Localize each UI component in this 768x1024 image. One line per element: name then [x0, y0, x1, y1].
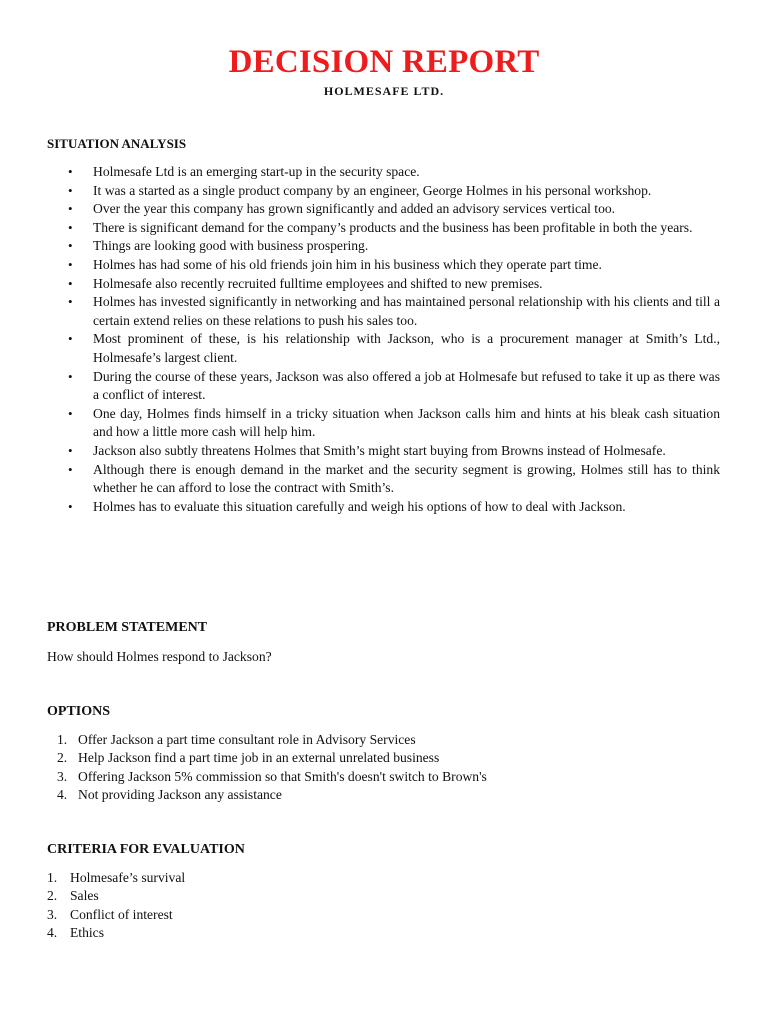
list-item: [68, 237, 720, 256]
criteria-item: [47, 924, 185, 942]
bullet-icon: •: [68, 368, 73, 384]
list-item: [68, 405, 720, 442]
list-item: [68, 498, 720, 517]
report-title: DECISION REPORT: [228, 44, 540, 80]
criteria-item: [47, 869, 185, 887]
problem-statement-heading: PROBLEM STATEMENT: [47, 620, 208, 635]
list-item-text: Things are looking good with business prospering.: [93, 238, 369, 254]
list-item-text: Holmes has to evaluate this situation carefully and weigh his options of how to deal with Jackson.: [93, 498, 626, 514]
list-item-text: One day, Holmes finds himself in a tricky situation when Jackson calls him and hints at his bleak cash situation and how a little more cash will help him.: [93, 405, 720, 440]
option-item: [47, 749, 487, 767]
list-item-text: Holmesafe Ltd is an emerging start-up in the security space.: [93, 164, 420, 179]
criteria-number: 2.: [47, 888, 58, 904]
option-item: [47, 786, 487, 804]
criteria-heading: CRITERIA FOR EVALUATION: [47, 842, 245, 857]
option-item: [47, 731, 487, 749]
list-item: [68, 182, 720, 201]
options-list: [47, 731, 487, 804]
bullet-icon: •: [68, 164, 73, 179]
criteria-item: [47, 906, 185, 924]
criteria-text: Holmesafe’s survival: [70, 870, 186, 885]
list-item-text: Although there is enough demand in the market and the security segment is growing, Holmes still has to think whether he can afford to lose the contract with Smith’s.: [93, 461, 720, 496]
bullet-icon: •: [68, 498, 73, 514]
criteria-list: [47, 869, 185, 942]
situation-analysis-heading: SITUATION ANALYSIS: [47, 136, 187, 151]
company-subtitle: HOLMESAFE LTD.: [323, 84, 445, 98]
list-item-text: Holmesafe also recently recruited fulltime employees and shifted to new premises.: [93, 275, 543, 291]
criteria-number: 3.: [47, 906, 58, 922]
bullet-icon: •: [68, 238, 73, 254]
option-number: 4.: [57, 786, 68, 802]
list-item: [68, 330, 720, 367]
list-item-text: Over the year this company has grown significantly and added an advisory services vertical too.: [93, 201, 616, 217]
bullet-icon: •: [68, 405, 73, 421]
bullet-icon: •: [68, 201, 73, 217]
list-item: [68, 368, 720, 405]
option-number: 3.: [57, 768, 68, 784]
bullet-icon: •: [68, 182, 73, 198]
option-number: 1.: [57, 732, 68, 747]
list-item: [68, 293, 720, 330]
list-item: [68, 461, 720, 498]
options-heading: OPTIONS: [47, 704, 111, 719]
option-text: Help Jackson find a part time job in an external unrelated business: [78, 750, 440, 766]
criteria-text: Sales: [70, 888, 99, 904]
list-item-text: There is significant demand for the company’s products and the business has been profitable in both the years.: [93, 219, 693, 235]
problem-statement-text: How should Holmes respond to Jackson?: [47, 649, 272, 664]
list-item-text: Holmes has invested significantly in networking and has maintained personal relationship with his clients and till a certain extend relies on these relations to push his sales too.: [93, 294, 720, 328]
bullet-icon: •: [68, 219, 73, 235]
option-text: Not providing Jackson any assistance: [78, 786, 282, 802]
bullet-icon: •: [68, 275, 73, 291]
list-item-text: Most prominent of these, is his relationship with Jackson, who is a procurement manager at Smith’s Ltd., Holmesafe’s largest client.: [93, 331, 720, 365]
bullet-icon: •: [68, 442, 73, 458]
list-item: [68, 163, 720, 182]
criteria-text: Conflict of interest: [70, 906, 173, 922]
bullet-icon: •: [68, 331, 73, 347]
criteria-text: Ethics: [70, 924, 104, 940]
bullet-icon: •: [68, 461, 73, 477]
list-item: [68, 219, 720, 238]
list-item: [68, 256, 720, 275]
option-item: [47, 768, 487, 786]
option-text: Offer Jackson a part time consultant role in Advisory Services: [78, 732, 416, 747]
list-item-text: Jackson also subtly threatens Holmes that Smith’s might start buying from Browns instead of Holmesafe.: [93, 442, 666, 458]
option-number: 2.: [57, 750, 68, 766]
criteria-number: 1.: [47, 870, 58, 885]
list-item: [68, 275, 720, 294]
criteria-item: [47, 887, 185, 905]
situation-analysis-list: [68, 163, 720, 516]
list-item: [68, 442, 720, 461]
list-item-text: It was a started as a single product company by an engineer, George Holmes in his personal workshop.: [93, 182, 652, 198]
list-item-text: Holmes has had some of his old friends join him in his business which they operate part time.: [93, 256, 602, 272]
list-item-text: During the course of these years, Jackson was also offered a job at Holmesafe but refused to take it up as there was a conflict of interest.: [93, 368, 720, 403]
bullet-icon: •: [68, 294, 73, 310]
list-item: [68, 200, 720, 219]
bullet-icon: •: [68, 256, 73, 272]
option-text: Offering Jackson 5% commission so that Smith's doesn't switch to Brown's: [78, 768, 487, 784]
criteria-number: 4.: [47, 924, 58, 940]
